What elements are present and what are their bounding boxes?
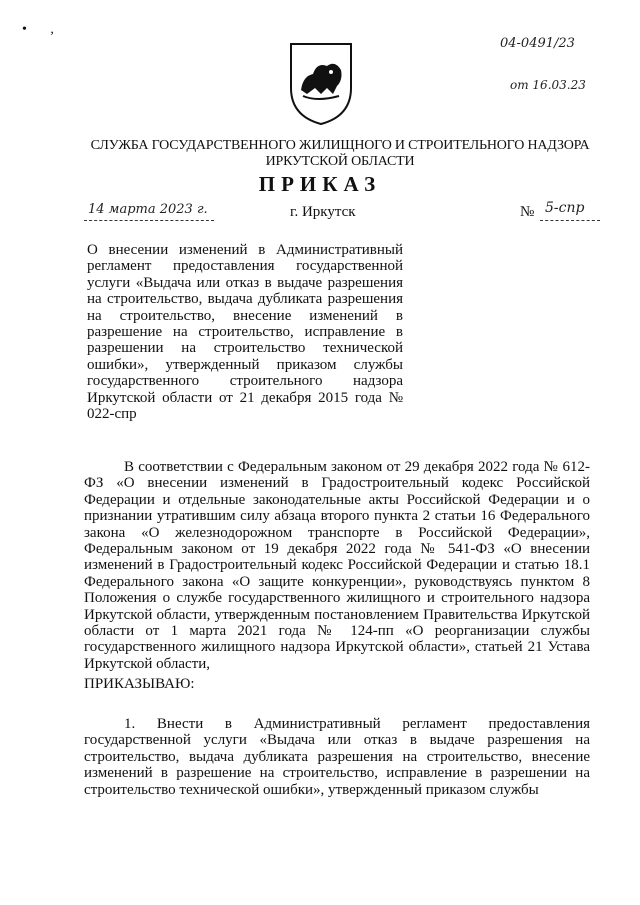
city: г. Иркутск [290,204,356,220]
corner-marks: • , [22,22,64,37]
order-subject: О внесении изменений в Административный регламент предоставления государственной услуги «Выдача или отказ в выдаче разрешения на строительство, выдача дубликата разрешения на строительство, внесение изменений в разрешение на строительство, исправление в разрешении на строительство технической ошибки», утвержденный приказом службы государственного строительного надзора Иркутской области от 21 декабря 2015 года № 022-спр [87,242,403,423]
order-number: 5-спр [545,200,585,216]
registration-number: 04-0491/23 [500,36,575,51]
number-underline [540,220,600,221]
registration-date: от 16.03.23 [510,78,586,92]
order-word: ПРИКАЗЫВАЮ: [84,676,195,692]
date-underline [84,220,214,221]
order-date: 14 марта 2023 г. [88,202,208,217]
preamble-paragraph: В соответствии с Федеральным законом от 29 декабря 2022 года № 612-ФЗ «О внесении изменений в Градостроительный кодекс Российской Федерации и отдельные законодательные акты Российской Федерации и о признании утратившим силу абзаца второго пункта 2 статьи 16 Федерального закона «О железнодорожном транспорте в Российской Федерации», Федеральным законом от 19 декабря 2022 года № 541-ФЗ «О внесении изменений в Градостроительный кодекс Российской Федерации и статью 18.1 Федерального закона «О защите конкуренции», руководствуясь пунктом 8 Положения о службе государственного жилищного и строительного надзора Иркутской области, утвержденным постановлением Правительства Иркутской области от 1 марта 2021 года № 124-пп «О реорганизации службы государственного жилищного надзора Иркутской области», статьей 21 Устава Иркутской области, [84,459,590,672]
organization-name: СЛУЖБА ГОСУДАРСТВЕННОГО ЖИЛИЩНОГО И СТРОИТЕЛЬНОГО НАДЗОРА ИРКУТСКОЙ ОБЛАСТИ [90,138,590,169]
document-title: ПРИКАЗ [258,172,382,196]
order-item-1: 1. Внести в Административный регламент предоставления государственной услуги «Выдача или отказ в выдаче разрешения на строительство, выдача дубликата разрешения на строительство, внесение изменений в разрешение на строительство, исправление в разрешении на строительство технической ошибки», утвержденный приказом службы [84,716,590,798]
coat-of-arms-emblem [287,40,355,126]
number-label: № [520,204,535,220]
